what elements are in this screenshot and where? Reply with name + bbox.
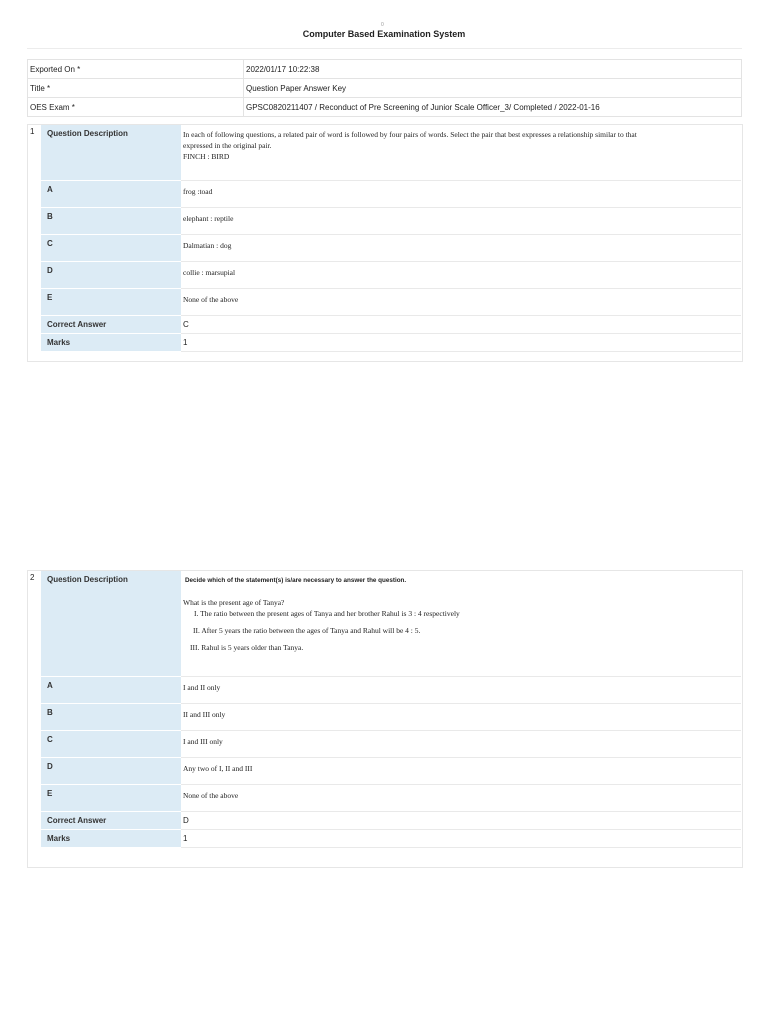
option-text: elephant : reptile	[181, 207, 741, 234]
statement-item: III. Rahul is 5 years older than Tanya.	[190, 643, 304, 652]
description-row	[41, 125, 741, 180]
question-description	[181, 571, 741, 676]
option-text: None of the above	[181, 288, 741, 315]
statement-item: I. The ratio between the present ages of Tanya and her brother Rahul is 3 : 4 respectively	[194, 609, 460, 618]
description-line: In each of following questions, a related pair of word is followed by four pairs of words. Select the pair that best expresses a relationship similar to that	[183, 130, 637, 139]
option-row-b	[41, 703, 741, 730]
option-label: C	[41, 234, 181, 261]
meta-row-title	[28, 79, 742, 98]
option-row-c	[41, 730, 741, 757]
option-row-d	[41, 261, 741, 288]
description-line: FINCH : BIRD	[183, 152, 230, 161]
correct-answer-row	[41, 811, 741, 829]
option-row-e	[41, 288, 741, 315]
option-label: B	[41, 703, 181, 730]
option-text: None of the above	[181, 784, 741, 811]
option-label: D	[41, 261, 181, 288]
title-divider	[27, 48, 742, 49]
question-block-1	[27, 124, 743, 362]
option-text: I and III only	[181, 730, 741, 757]
option-row-a	[41, 676, 741, 703]
question-instruction: Decide which of the statement(s) is/are necessary to answer the question.	[185, 577, 407, 584]
marks-value: 1	[181, 829, 741, 847]
correct-answer-value: C	[181, 315, 741, 333]
description-line: expressed in the original pair.	[183, 141, 272, 150]
description-label: Question Description	[41, 125, 181, 180]
question-description	[181, 125, 741, 180]
question-text: What is the present age of Tanya?	[183, 598, 285, 607]
option-label: E	[41, 784, 181, 811]
marks-row	[41, 333, 741, 351]
meta-row-oes-exam	[28, 98, 742, 117]
option-row-d	[41, 757, 741, 784]
option-text: II and III only	[181, 703, 741, 730]
option-text: frog :toad	[181, 180, 741, 207]
marks-row	[41, 829, 741, 847]
option-text: collie : marsupial	[181, 261, 741, 288]
meta-row-exported-on	[28, 60, 742, 79]
marks-value: 1	[181, 333, 741, 351]
question-number: 1	[30, 127, 35, 136]
option-label: E	[41, 288, 181, 315]
option-row-a	[41, 180, 741, 207]
statement-item: II. After 5 years the ratio between the ages of Tanya and Rahul will be 4 : 5.	[193, 626, 421, 635]
page-title: Computer Based Examination System	[302, 29, 466, 39]
meta-label: OES Exam *	[28, 98, 244, 117]
correct-answer-label: Correct Answer	[41, 811, 181, 829]
option-label: A	[41, 180, 181, 207]
meta-label: Exported On *	[28, 60, 244, 79]
question-table	[41, 571, 741, 848]
question-table	[41, 125, 741, 352]
description-row	[41, 571, 741, 676]
top-mark: 0	[381, 22, 384, 28]
meta-value: Question Paper Answer Key	[244, 79, 742, 98]
meta-value: 2022/01/17 10:22:38	[244, 60, 742, 79]
export-info-table	[27, 59, 742, 117]
option-label: D	[41, 757, 181, 784]
option-text: I and II only	[181, 676, 741, 703]
option-label: B	[41, 207, 181, 234]
option-text: Dalmatian : dog	[181, 234, 741, 261]
option-label: C	[41, 730, 181, 757]
question-block-2	[27, 570, 743, 868]
meta-label: Title *	[28, 79, 244, 98]
marks-label: Marks	[41, 333, 181, 351]
marks-label: Marks	[41, 829, 181, 847]
option-row-c	[41, 234, 741, 261]
option-row-b	[41, 207, 741, 234]
option-label: A	[41, 676, 181, 703]
description-label: Question Description	[41, 571, 181, 676]
option-text: Any two of I, II and III	[181, 757, 741, 784]
correct-answer-label: Correct Answer	[41, 315, 181, 333]
question-number: 2	[30, 573, 35, 582]
meta-value: GPSC0820211407 / Reconduct of Pre Screening of Junior Scale Officer_3/ Completed / 2022-01-16	[244, 98, 742, 117]
correct-answer-row	[41, 315, 741, 333]
option-row-e	[41, 784, 741, 811]
correct-answer-value: D	[181, 811, 741, 829]
